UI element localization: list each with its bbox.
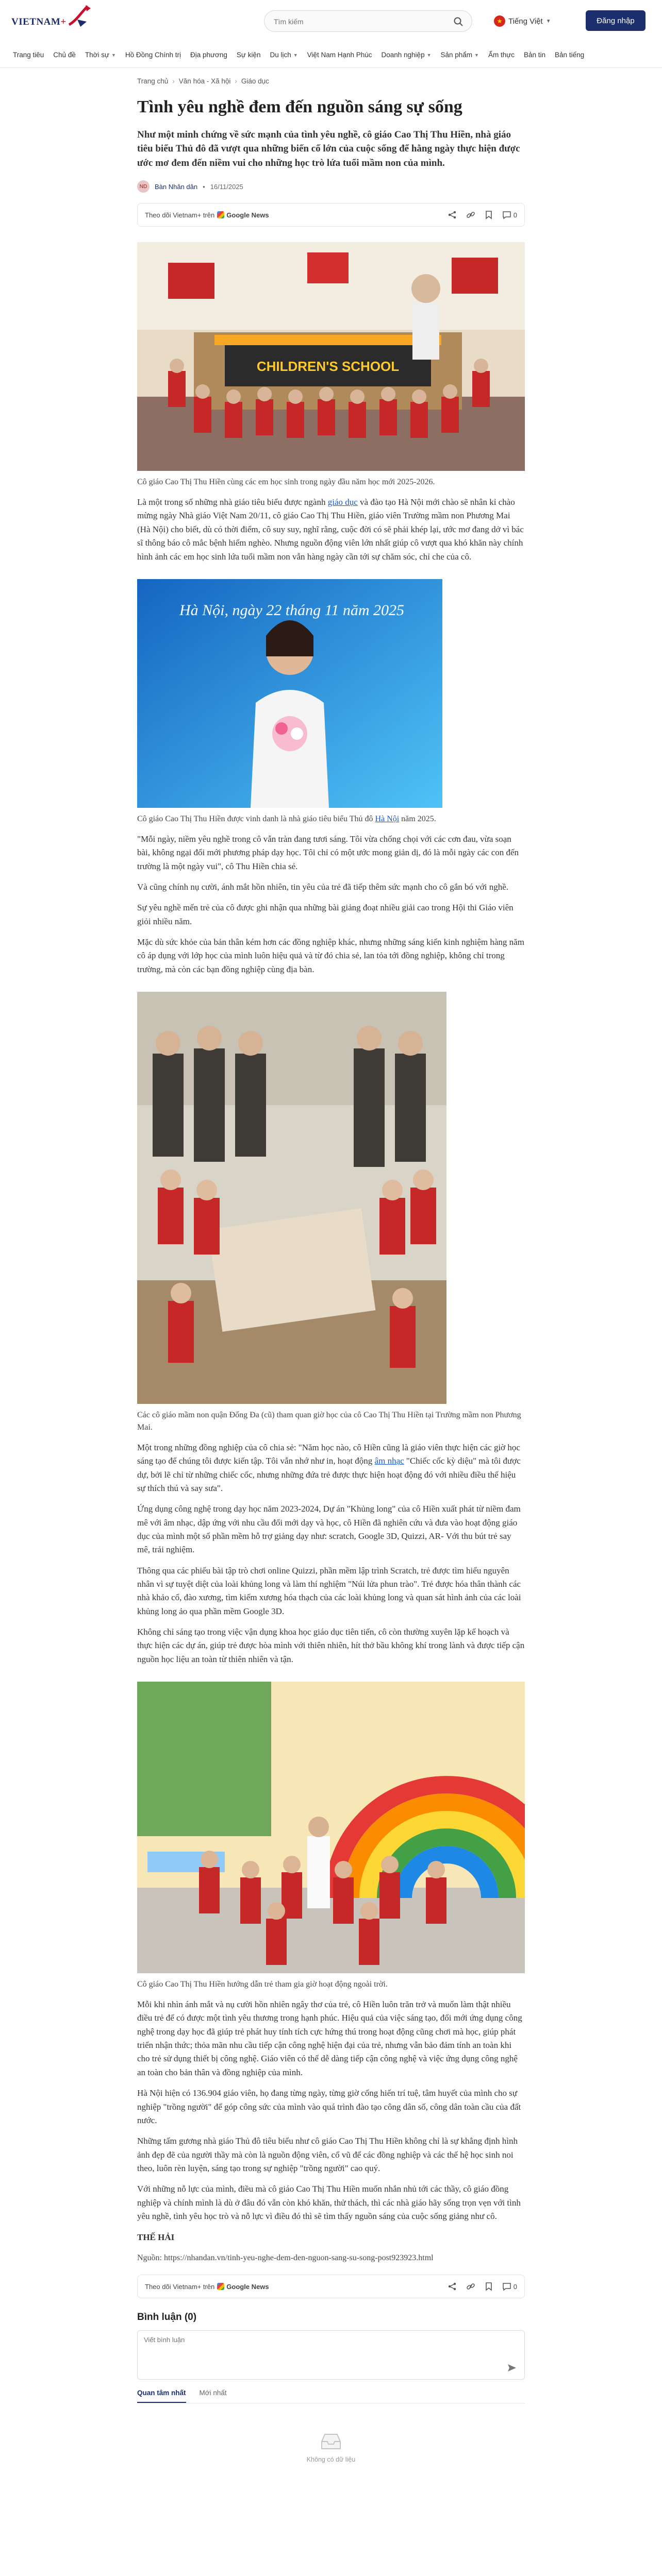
- nav-item[interactable]: Chủ đề: [53, 51, 76, 59]
- google-news-icon: [217, 211, 224, 218]
- author-avatar: ND: [137, 180, 150, 193]
- author-name[interactable]: Bàn Nhân dân: [155, 182, 198, 191]
- article-paragraph: Sự yêu nghề mến trẻ của cô được ghi nhận qua những bài giảng đoạt nhiều giải cao trong Hội thi Giáo viên giỏi nhiều năm.: [137, 903, 514, 926]
- chevron-down-icon: ▼: [426, 52, 432, 58]
- comment-box[interactable]: [137, 2330, 525, 2380]
- vietnamplus-logo[interactable]: [11, 4, 94, 35]
- article: [137, 77, 525, 2463]
- teacher-portrait-photo: [137, 579, 442, 808]
- nav-item[interactable]: Du lịch ▼: [270, 51, 298, 59]
- breadcrumb-subcategory[interactable]: Giáo dục: [241, 77, 269, 85]
- bookmark-icon[interactable]: [485, 2282, 493, 2291]
- logo-swoosh-icon: [67, 4, 93, 28]
- empty-state-text: Không có dữ liệu: [306, 2456, 356, 2464]
- chevron-down-icon: ▼: [293, 52, 298, 58]
- chevron-down-icon: ▼: [545, 18, 551, 24]
- bookmark-icon[interactable]: [485, 210, 493, 219]
- follow-bar-top: [137, 203, 525, 227]
- comment-input[interactable]: [144, 2336, 484, 2372]
- article-paragraph: Không chỉ sáng tạo trong việc vận dụng khoa học giáo dục tiên tiến, cô còn thường xuyên lặp kế hoạch và thực hiện các dự án, giúp trẻ được hòa mình với thiên nhiên, hít thở bầu không khí trong lành và được tiếp cận nguồn học liệu an toàn từ thiên nhiên và tận.: [137, 1627, 525, 1664]
- tab-most-relevant[interactable]: Quan tâm nhất: [137, 2389, 186, 2403]
- nav-item[interactable]: Doanh nghiệp ▼: [381, 51, 432, 59]
- nav-item[interactable]: Trang tiêu: [13, 51, 44, 59]
- logo-text: VIETNAM+: [11, 16, 67, 27]
- language-label: Tiếng Việt: [508, 16, 543, 26]
- comment-icon: [502, 210, 511, 219]
- article-image-2: [137, 579, 442, 808]
- article-paragraph: Những tấm gương nhà giáo Thủ đô tiêu biểu như cô giáo Cao Thị Thu Hiền không chỉ là sự khẳng định hình ảnh đẹp đẽ của người thầy mà còn là nguồn động viên, cổ vũ để các đồng nghiệp và các thế hệ học sinh noi theo, luôn rèn luyện, sáng tạo trong sự nghiệp "trồng người" cao quý.: [137, 2136, 518, 2173]
- comment-icon: [502, 2282, 511, 2291]
- nav-item[interactable]: Sản phẩm ▼: [440, 51, 479, 59]
- comment-counter[interactable]: 0: [502, 210, 517, 219]
- share-tools: [448, 210, 517, 219]
- breadcrumb: [137, 77, 525, 85]
- article-paragraph: Là một trong số những nhà giáo tiêu biểu được ngành giáo dục và đào tạo Hà Nội mới chào sẽ nhân kỉ chào mừng ngày Nhà giáo Việt Nam 20/11, cô giáo Cao Thị Thu Hiền, giáo viên Trường mầm non Phương Mai (Hà Nội) cho biết, dù có thời điểm, cô suy suy, nghĩ rằng, cuộc đời có sẽ phải khép lại, ước mơ đang dở vì bác sĩ thông báo cô mắc bệnh hiểm nghèo. Nhưng nguồn động viên lớn nhất giúp cô vượt qua khó khăn này chính hình ảnh các em học sinh lứa tuổi mầm non vẫn hàng ngày cần tới sự chăm sóc, chỉ che của cô.: [137, 497, 524, 562]
- breadcrumb-category[interactable]: Văn hóa - Xã hội: [178, 77, 231, 85]
- search-box[interactable]: [264, 10, 472, 32]
- copy-link-icon[interactable]: [466, 210, 475, 219]
- article-image-4: [137, 1682, 525, 1973]
- article-paragraph: Và cũng chính nụ cười, ánh mắt hồn nhiên, tin yêu của trẻ đã tiếp thêm sức mạnh cho cô gắn bó với nghề.: [137, 882, 508, 892]
- share-icon[interactable]: [448, 2282, 457, 2291]
- copy-link-icon[interactable]: [466, 2282, 475, 2291]
- breadcrumb-separator: ›: [172, 77, 175, 85]
- article-paragraph: Thông qua các phiếu bài tập trò chơi online Quizzi, phần mềm lập trình Scratch, trẻ được tìm hiểu nguyên nhân vì sự tuyệt diệt của loài khủng long và làm thí nghiệm "Núi lửa phun trào". Trẻ được hóa thân thành các nhà khảo cổ, đào xương, tìm kiếm xương hóa thạch của các loài khủng long và quan sát hình ảnh của các loài khủng long ảo qua phần mềm Google 3D.: [137, 1565, 521, 1616]
- tab-newest[interactable]: Mới nhất: [199, 2389, 227, 2397]
- article-image-1: [137, 242, 525, 471]
- inline-link-giao-duc[interactable]: giáo dục: [327, 497, 358, 507]
- empty-inbox-icon: [320, 2432, 342, 2451]
- image-caption-2: Cô giáo Cao Thị Thu Hiền được vinh danh là nhà giáo tiêu biểu Thủ đô Hà Nội năm 2025.: [137, 814, 436, 823]
- outdoor-activity-photo: [137, 1682, 525, 1973]
- nav-item[interactable]: Địa phương: [190, 51, 227, 59]
- article-paragraph: Một trong những đồng nghiệp của cô chia sẻ: "Năm học nào, cô Hiền cũng là giáo viên thực hiện các giờ học sáng tạo để chúng tôi được kiến tập. Tôi vẫn nhớ như in, hoạt động âm nhạc "Chiếc cốc kỳ diệu" mà tôi được dự, bởi lẽ chỉ từ những chiếc cốc, nhưng những đứa trẻ được thực hiện hoạt động đó với nhiều điều thế hiệu sự thích thú và say sưa".: [137, 1442, 521, 1493]
- article-paragraph: Hà Nội hiện có 136.904 giáo viên, họ đang từng ngày, từng giờ cống hiến trí tuệ, tâm huyết của mình cho sự nghiệp "trồng người" để góp công sức của mình vào quá trình đào tạo công dân số, công dân toàn cầu của đất nước.: [137, 2088, 521, 2125]
- share-tools: [448, 2282, 517, 2291]
- site-header: [0, 0, 662, 42]
- honor-backdrop-text: Hà Nội, ngày 22 tháng 11 năm 2025: [179, 601, 405, 619]
- breadcrumb-separator: ›: [235, 77, 237, 85]
- chevron-down-icon: ▼: [111, 52, 116, 58]
- breadcrumb-home[interactable]: Trang chủ: [137, 77, 169, 85]
- comments-section: [137, 2312, 525, 2463]
- article-paragraph: Mỗi khi nhìn ánh mắt và nụ cười hồn nhiên ngây thơ của trẻ, cô Hiền luôn trăn trở và muốn làm thật nhiều điều trẻ để có được một tình yêu thương trong hạnh phúc. Hiệu quả của việc sáng tạo, đổi mới ứng dụng công nghệ trong dạy học đã giúp trẻ phát huy tính tích cực hứng thú trong hoạt động cũng chơi mà học, giúp phát triển nhận thức; thỏa mãn nhu cầu tiếp cận công nghệ hiện đại của trẻ, nhưng vẫn bảo đảm tính an toàn khi cho trẻ sử dụng thiết bị công nghệ. Giáo viên có thể dễ dàng tiếp cận công nghệ và việc ứng dụng công nghệ an toàn cho bản thân và đồng nghiệp của mình.: [137, 1999, 522, 2077]
- nav-item[interactable]: Ẩm thực: [488, 51, 515, 59]
- article-paragraph: Mặc dù sức khỏe của bản thân kém hơn các đồng nghiệp khác, nhưng những sáng kiến kinh nghiệm hàng năm cô áp dụng với lớp học của mình luôn hiệu quả và từ đó chia sẻ, lan tỏa tới đồng nghiệp, không chỉ trong trường, mà còn các bạn đồng nghiệp cùng địa bàn.: [137, 937, 524, 974]
- meta-separator: •: [203, 182, 205, 191]
- language-selector[interactable]: [494, 13, 551, 29]
- article-signature: THẾ HẢI: [137, 2232, 175, 2243]
- article-paragraph: Với những nỗ lực của mình, điều mà cô giáo Cao Thị Thu Hiền muốn nhắn nhủ tới các thầy, cô giáo đồng nghiệp và chính mình là dù ở đâu đó vẫn còn khó khăn, thử thách, thì các nhà giáo hãy sống trọn vẹn với tình yêu nghề, tình yêu học trò và nỗ lực vì điều đó thì sẽ tìm thấy nguồn sáng của cuộc sống giảng như cô.: [137, 2184, 521, 2221]
- comments-empty-state: [137, 2432, 525, 2463]
- classroom-banner-text: CHILDREN'S SCHOOL: [256, 359, 400, 375]
- share-icon[interactable]: [448, 210, 457, 219]
- comment-counter[interactable]: 0: [502, 2282, 517, 2291]
- nav-item[interactable]: Bản tin: [524, 51, 546, 59]
- nav-item[interactable]: Thời sự ▼: [85, 51, 116, 59]
- article-source[interactable]: Nguồn: https://nhandan.vn/tinh-yeu-nghe-dem-den-nguon-sang-su-song-post923923.html: [137, 2253, 434, 2263]
- login-button[interactable]: Đăng nhập: [586, 10, 646, 31]
- article-title: Tình yêu nghề đem đến nguồn sáng sự sống: [137, 97, 462, 116]
- nav-item[interactable]: Sự kiện: [236, 51, 261, 59]
- inline-link-am-nhac[interactable]: âm nhạc: [374, 1456, 404, 1466]
- follow-text: Theo dõi Vietnam+ trên: [145, 2282, 215, 2291]
- article-paragraph: "Mỗi ngày, niềm yêu nghề trong cô vẫn tràn đang tươi sáng. Tôi vừa chống chọi với các cơn đau, vừa soạn bài, không ngại đổi mới phương pháp dạy học. Tôi chỉ có một ước mong giản dị, đó là mỗi ngày các con đến trường là một ngày vui", cô Thu Hiền chia sẻ.: [137, 834, 519, 871]
- nav-item[interactable]: Việt Nam Hạnh Phúc: [307, 51, 372, 59]
- article-image-3: [137, 992, 446, 1404]
- vietnam-flag-icon: ★: [494, 15, 505, 27]
- nav-item[interactable]: Bản tiếng: [555, 51, 585, 59]
- search-icon[interactable]: [453, 16, 464, 27]
- comment-tabs: [137, 2389, 525, 2403]
- inline-link-ha-noi[interactable]: Hà Nội: [375, 814, 400, 823]
- follow-google-news[interactable]: [145, 2283, 269, 2291]
- search-input[interactable]: [274, 16, 444, 27]
- image-caption-3: Các cô giáo mầm non quận Đống Đa (cũ) tham quan giờ học của cô Cao Thị Thu Hiền tại Trường mầm non Phương Mai.: [137, 1410, 521, 1432]
- comments-title: Bình luận (0): [137, 2312, 197, 2323]
- follow-google-news[interactable]: [145, 211, 269, 219]
- chevron-down-icon: ▼: [474, 52, 479, 58]
- publish-date: 16/11/2025: [210, 182, 243, 191]
- image-caption-1: Cô giáo Cao Thị Thu Hiền cùng các em học sinh trong ngày đầu năm học mới 2025-2026.: [137, 478, 435, 487]
- follow-text: Theo dõi Vietnam+ trên: [145, 211, 215, 219]
- article-sapo: Như một minh chứng về sức mạnh của tình yêu nghề, cô giáo Cao Thị Thu Hiền, nhà giáo tiêu biểu Thủ đô đã vượt qua những biến cố lớn của cuộc sống để hằng ngày thực hiện được ước mơ đem đến niềm vui cho những học trò lứa tuổi mầm non của mình.: [137, 129, 520, 168]
- google-news-icon: [217, 2283, 224, 2290]
- follow-bar-bottom: [137, 2275, 525, 2298]
- article-meta: [137, 180, 525, 193]
- google-news-brand: Google News: [217, 2283, 269, 2291]
- google-news-brand: Google News: [217, 211, 269, 219]
- main-nav: [0, 42, 662, 68]
- article-paragraph: Ứng dụng công nghệ trong dạy học năm 2023-2024, Dự án "Khủng long" của cô Hiền xuất phát từ niềm đam mê với âm nhạc, dập ứng với nhu cầu đổi mới dạy và học, cô Hiền đã nghiên cứu và đưa vào hoạt động giáo dục của mình một số phần mềm hỗ trợ giảng dạy như: scratch, Google 3D, Quizzi, AR- Với thu bút trẻ say mê, trải nghiệm.: [137, 1504, 521, 1555]
- image-caption-4: Cô giáo Cao Thị Thu Hiền hướng dẫn trẻ tham gia giờ hoạt động ngoài trời.: [137, 1980, 388, 1989]
- send-icon[interactable]: [507, 2363, 517, 2373]
- nav-item[interactable]: Hồ Đồng Chính trị: [125, 51, 181, 59]
- classroom-photo: [137, 242, 525, 471]
- class-observation-photo: [137, 992, 446, 1404]
